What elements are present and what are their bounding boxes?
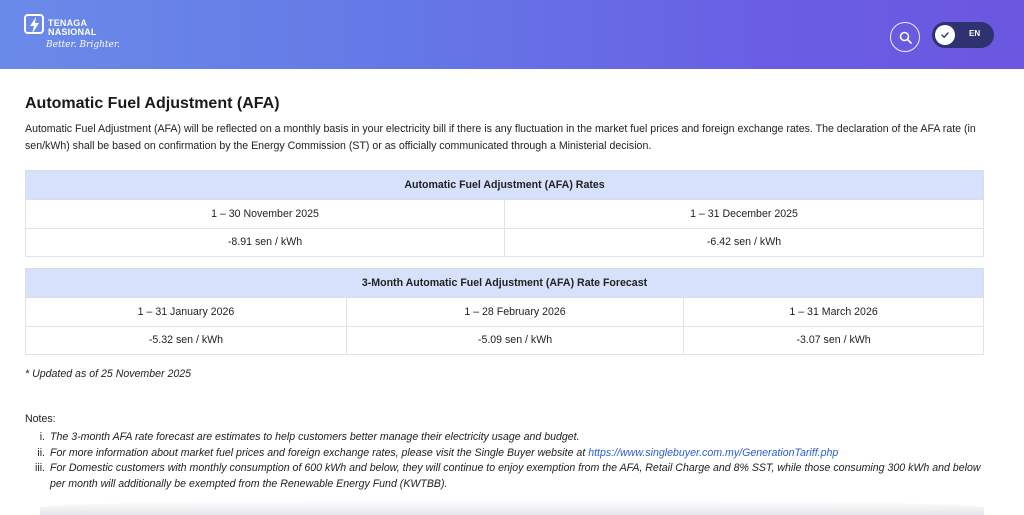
notes-heading: Notes: (25, 413, 56, 425)
table-row (26, 298, 984, 327)
list-item (25, 461, 985, 492)
afa-forecast-table (25, 268, 984, 355)
site-header (0, 0, 1024, 69)
rate-cell: -3.07 sen / kWh (684, 326, 984, 355)
rate-cell: -6.42 sen / kWh (505, 228, 984, 257)
lightning-logo-icon (24, 14, 46, 38)
logo-text-tenaga: TENAGA (48, 18, 88, 28)
list-item (25, 430, 985, 446)
language-label: EN (969, 29, 981, 38)
note-text: The 3-month AFA rate forecast are estimates to help customers better manage their electricity usage and budget. (50, 431, 580, 443)
note-number: ii. (37, 446, 45, 459)
search-button[interactable] (890, 22, 920, 52)
afa-forecast-table-title: 3-Month Automatic Fuel Adjustment (AFA) Rate Forecast (26, 269, 984, 298)
rate-cell: -5.09 sen / kWh (346, 326, 683, 355)
afa-rates-table-title: Automatic Fuel Adjustment (AFA) Rates (26, 171, 984, 200)
search-icon (899, 31, 912, 44)
updated-date-note: * Updated as of 25 November 2025 (25, 368, 192, 380)
table-row (26, 326, 984, 355)
note-text: For Domestic customers with monthly consumption of 600 kWh and below, they will continue to enjoy exemption from the AFA, Retail Charge and 8% SST, while those consuming 300 kWh and below per month will additionally be exempted from the Renewable Energy Fund (KWTBB). (50, 462, 981, 490)
notes-list (25, 430, 985, 492)
list-item (25, 446, 985, 462)
period-cell: 1 – 28 February 2026 (346, 298, 683, 327)
check-icon (940, 30, 950, 40)
tnb-logo[interactable] (24, 14, 121, 56)
language-toggle[interactable] (932, 22, 994, 48)
single-buyer-link[interactable]: https://www.singlebuyer.com.my/GenerationTariff.php (588, 446, 839, 459)
period-cell: 1 – 31 March 2026 (684, 298, 984, 327)
note-text: For more information about market fuel prices and foreign exchange rates, please visit the Single Buyer website at (50, 446, 589, 459)
afa-rates-table (25, 170, 984, 257)
table-row (26, 200, 984, 229)
note-number: iii. (34, 462, 45, 474)
period-cell: 1 – 31 December 2025 (505, 200, 984, 229)
intro-paragraph: Automatic Fuel Adjustment (AFA) will be reflected on a monthly basis in your electricity bill if there is any fluctuation in the market fuel prices and foreign exchange rates. The declaration of the AFA rate (in sen/kWh) shall be based on confirmation by the Energy Commission (ST) or as officially communicated through a Ministerial decision. (25, 123, 976, 152)
rate-cell: -8.91 sen / kWh (26, 228, 505, 257)
page-title: Automatic Fuel Adjustment (AFA) (25, 95, 280, 112)
main-content (25, 95, 985, 490)
toggle-knob (935, 25, 955, 45)
table-row (26, 228, 984, 257)
logo-tagline: Better. Brighter. (46, 40, 121, 50)
period-cell: 1 – 31 January 2026 (26, 298, 347, 327)
period-cell: 1 – 30 November 2025 (26, 200, 505, 229)
bottom-card-shadow (40, 500, 984, 515)
logo-text-nasional: NASIONAL (48, 27, 97, 37)
rate-cell: -5.32 sen / kWh (26, 326, 347, 355)
note-number: i. (39, 431, 45, 443)
